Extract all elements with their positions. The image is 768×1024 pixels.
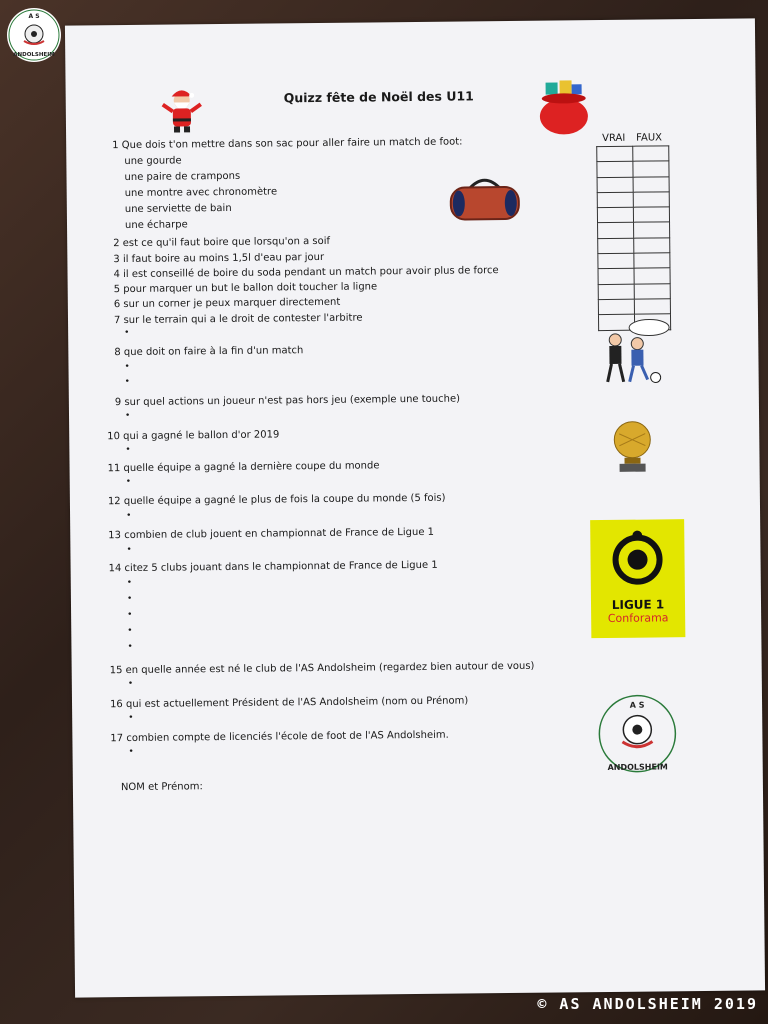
answer-bullet: •: [127, 641, 133, 653]
faux-cell: [634, 253, 670, 269]
question-8: 8 que doit on faire à la fin d'un match: [114, 345, 304, 359]
quiz-sheet: [65, 18, 765, 997]
faux-cell: [633, 161, 669, 177]
answer-bullet: •: [126, 577, 133, 589]
ballon-dor-trophy-icon: [609, 419, 656, 475]
answer-bullet: •: [126, 510, 132, 522]
faux-cell: [634, 268, 670, 284]
faux-cell: [634, 283, 670, 299]
vrai-cell: [598, 269, 634, 285]
grid-row: [598, 238, 670, 254]
grid-row: [598, 222, 670, 238]
vrai-cell: [598, 253, 634, 269]
answer-bullet: •: [127, 678, 134, 690]
answer-bullet: •: [124, 410, 131, 422]
grid-row: [598, 268, 670, 284]
grid-row: [598, 253, 670, 269]
q1-option-5: une écharpe: [124, 219, 188, 232]
faux-cell: [633, 207, 669, 223]
answer-grid: [596, 145, 671, 330]
question-1: 1 Que dois t'on mettre dans son sac pour aller faire un match de foot:: [112, 136, 463, 152]
answer-bullet: •: [127, 625, 133, 637]
faux-cell: [634, 238, 670, 254]
answer-bullet: •: [124, 376, 131, 388]
answer-bullet: •: [126, 544, 132, 556]
club-top-text: A S: [28, 13, 40, 20]
gift-sack-icon: [534, 78, 593, 137]
club-name-text: ANDOLSHEIM: [607, 762, 668, 772]
vrai-cell: [597, 207, 633, 223]
faux-cell: [633, 176, 669, 192]
name-field-label: NOM et Prénom:: [120, 781, 203, 794]
grid-row: [598, 299, 670, 315]
vrai-header: VRAI: [602, 132, 626, 145]
answer-bullet: •: [124, 361, 130, 373]
referee-cartoon-icon: [593, 317, 674, 388]
faux-cell: [634, 222, 670, 238]
sports-bag-icon: [446, 171, 523, 224]
q1-option-2: une paire de crampons: [124, 170, 241, 184]
quiz-title: Quizz fête de Noël des U11: [283, 88, 474, 106]
santa-icon: [158, 86, 207, 135]
answer-bullet: •: [128, 746, 134, 758]
faux-header: FAUX: [636, 132, 663, 144]
question-3: 3 il faut boire au moins 1,5l d'eau par jour: [113, 251, 325, 266]
conforama-text: Conforama: [607, 611, 669, 625]
answer-bullet: •: [125, 476, 132, 488]
grid-row: [597, 161, 669, 177]
faux-cell: [633, 146, 669, 162]
vrai-cell: [598, 284, 634, 300]
club-logo-large: [592, 691, 683, 778]
club-name-text: ANDOLSHEIM: [13, 52, 55, 58]
grid-row: [597, 176, 669, 192]
question-16: 16 qui est actuellement Président de l'AS Andolsheim (nom ou Prénom): [109, 695, 469, 711]
answer-bullet: •: [124, 327, 130, 339]
question-2: 2 est ce qu'il faut boire que lorsqu'on a soif: [113, 235, 331, 250]
grid-row: [598, 283, 670, 299]
question-12: 12 quelle équipe a gagné le plus de fois la coupe du monde (5 fois): [107, 492, 446, 508]
question-13: 13 combien de club jouent en championnat de France de Ligue 1: [108, 526, 435, 542]
faux-cell: [633, 192, 669, 208]
question-7: 7 sur le terrain qui a le droit de contester l'arbitre: [113, 312, 363, 327]
vrai-cell: [597, 177, 633, 193]
question-10: 10 qui a gagné le ballon d'or 2019: [107, 429, 280, 443]
question-15: 15 en quelle année est né le club de l'AS Andolsheim (regardez bien autour de vous): [109, 660, 535, 677]
question-14: 14 citez 5 clubs jouant dans le championnat de France de Ligue 1: [108, 559, 438, 575]
faux-cell: [634, 299, 670, 315]
grid-row: [597, 192, 669, 208]
club-logo-corner: [6, 5, 62, 67]
vrai-cell: [598, 238, 634, 254]
question-6: 6 sur un corner je peux marquer directement: [113, 296, 341, 311]
answer-bullet: •: [125, 444, 131, 456]
question-11: 11 quelle équipe a gagné la dernière coupe du monde: [107, 460, 380, 475]
question-17: 17 combien compte de licenciés l'école de foot de l'AS Andolsheim.: [110, 729, 449, 745]
q1-option-4: une serviette de bain: [124, 202, 232, 216]
grid-row: [597, 207, 669, 223]
question-5: 5 pour marquer un but le ballon doit toucher la ligne: [113, 281, 378, 296]
q1-option-3: une montre avec chronomètre: [124, 186, 278, 200]
question-9: 9 sur quel actions un joueur n'est pas hors jeu (exemple une touche): [114, 393, 461, 409]
vrai-cell: [597, 161, 633, 177]
vrai-cell: [597, 146, 633, 162]
ligue1-title: LIGUE 1: [611, 597, 665, 612]
answer-bullet: •: [128, 712, 134, 724]
club-top-text: A S: [629, 700, 645, 710]
vrai-cell: [598, 223, 634, 239]
question-4: 4 il est conseillé de boire du soda pendant un match pour avoir plus de force: [113, 265, 499, 281]
answer-bullet: •: [126, 593, 133, 605]
q1-option-1: une gourde: [124, 155, 182, 168]
copyright-watermark: © AS ANDOLSHEIM 2019: [537, 995, 758, 1013]
vrai-cell: [598, 299, 634, 315]
grid-row: [597, 146, 669, 162]
answer-bullet: •: [127, 609, 133, 621]
vrai-cell: [597, 192, 633, 208]
ligue1-logo: [590, 519, 685, 638]
